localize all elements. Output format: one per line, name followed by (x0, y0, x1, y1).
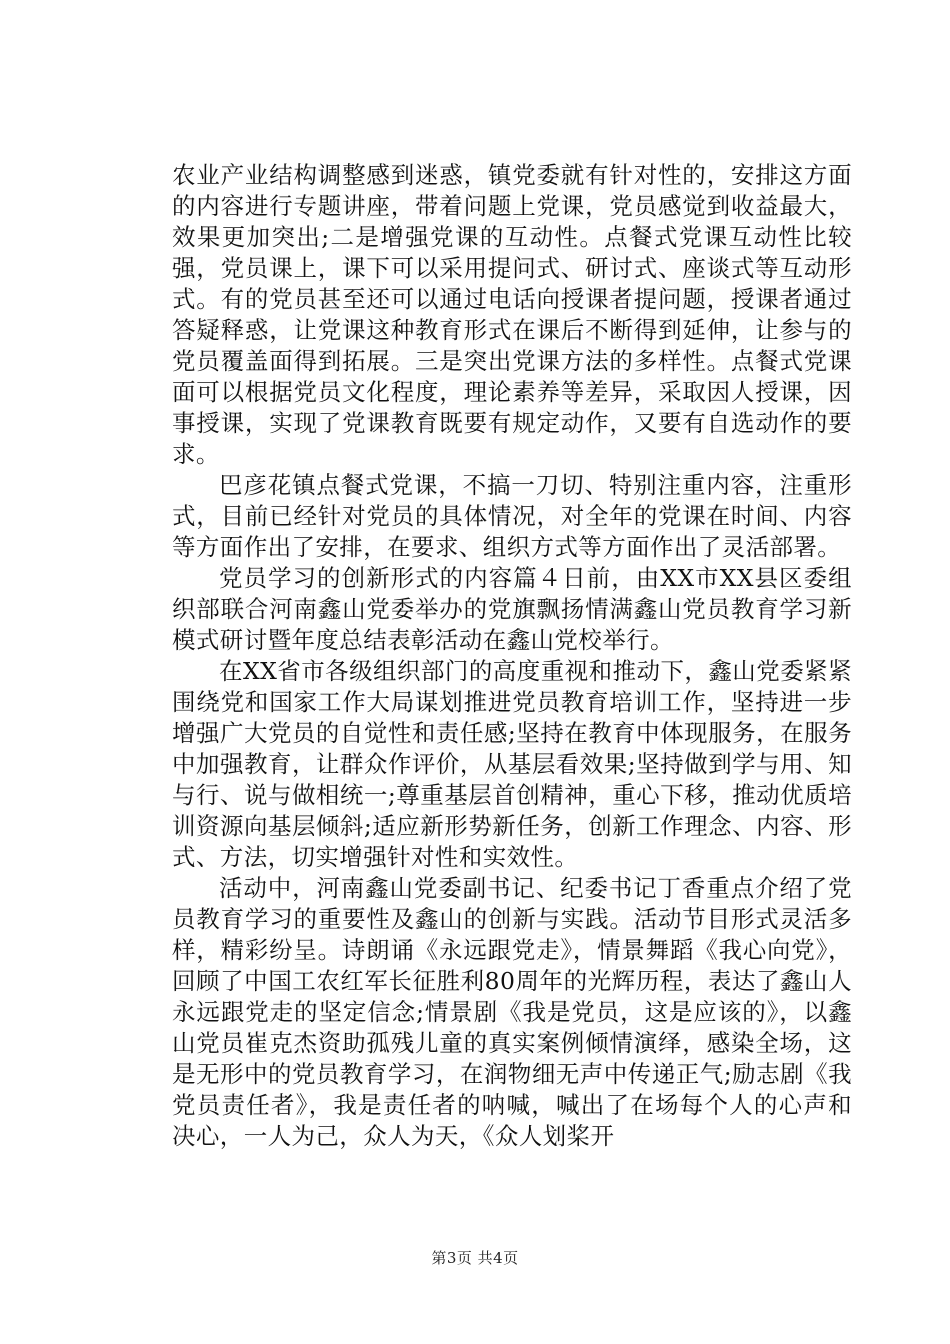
paragraph-4: 在XX省市各级组织部门的高度重视和推动下，鑫山党委紧紧围绕党和国家工作大局谋划推进党员教育培训工作，坚持进一步增强广大党员的自觉性和责任感;坚持在教育中体现服务，在服务中加强教育，让群众作评价，从基层看效果;坚持做到学与用、知与行、说与做相统一;尊重基层首创精神，重心下移，推动优质培训资源向基层倾斜;适应新形势新任务，创新工作理念、内容、形式、方法，切实增强针对性和实效性。 (172, 657, 852, 871)
paragraph-3: 党员学习的创新形式的内容篇４日前，由XX市XX县区委组织部联合河南鑫山党委举办的党旗飘扬情满鑫山党员教育学习新模式研讨暨年度总结表彰活动在鑫山党校举行。 (172, 564, 852, 654)
paragraph-2: 巴彦花镇点餐式党课，不搞一刀切、特别注重内容，注重形式，目前已经针对党员的具体情况，对全年的党课在时间、内容等方面作出了安排，在要求、组织方式等方面作出了灵活部署。 (172, 471, 852, 561)
paragraph-1: 农业产业结构调整感到迷惑，镇党委就有针对性的，安排这方面的内容进行专题讲座，带着问题上党课，党员感觉到收益最大，效果更加突出;二是增强党课的互动性。点餐式党课互动性比较强，党员课上，课下可以采用提问式、研讨式、座谈式等互动形式。有的党员甚至还可以通过电话向授课者提问题，授课者通过答疑释惑，让党课这种教育形式在课后不断得到延伸，让参与的党员覆盖面得到拓展。三是突出党课方法的多样性。点餐式党课面可以根据党员文化程度，理论素养等差异，采取因人授课，因事授课，实现了党课教育既要有规定动作，又要有自选动作的要求。 (172, 161, 852, 468)
paragraph-5: 活动中，河南鑫山党委副书记、纪委书记丁香重点介绍了党员教育学习的重要性及鑫山的创新与实践。活动节目形式灵活多样，精彩纷呈。诗朗诵《永远跟党走》，情景舞蹈《我心向党》，回顾了中国工农红军长征胜利80周年的光辉历程，表达了鑫山人永远跟党走的坚定信念;情景剧《我是党员，这是应该的》，以鑫山党员崔克杰资助孤残儿童的真实案例倾情演绎，感染全场，这是无形中的党员教育学习，在润物细无声中传递正气;励志剧《我党员责任者》，我是责任者的呐喊，喊出了在场每个人的心声和决心，一人为己，众人为天，《众人划桨开 (172, 874, 852, 1150)
page-footer (0, 1247, 950, 1268)
page-number-label: 第3页 共4页 (431, 1249, 519, 1267)
document-body (172, 160, 852, 1152)
